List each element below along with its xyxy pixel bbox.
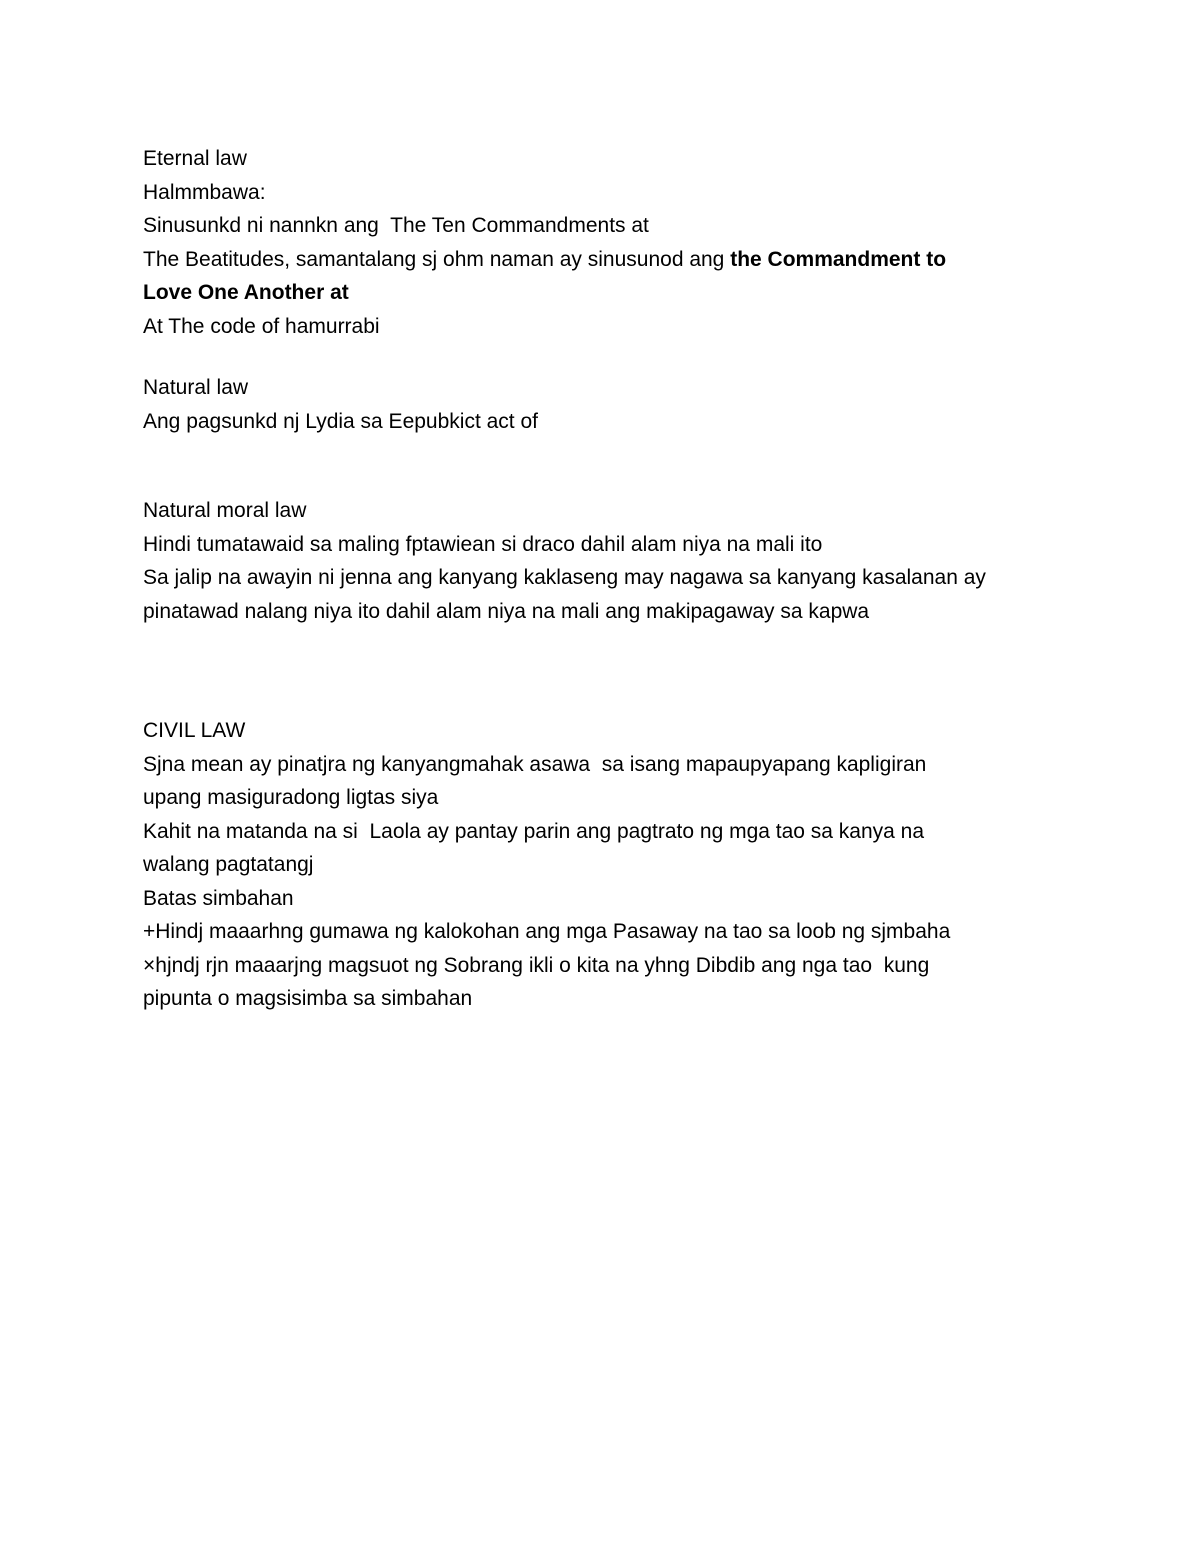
civil-line-7: ×hjndj rjn maaarjng magsuot ng Sobrang ikli o kita na yhng Dibdib ang nga tao kung bbox=[143, 953, 930, 977]
natural-moral-line-2: Sa jalip na awayin ni jenna ang kanyang kaklaseng may nagawa sa kanyang kasalanan ay bbox=[143, 566, 986, 589]
civil-line-5: Batas simbahan bbox=[143, 886, 294, 910]
natural-moral-line-1: Hindi tumatawaid sa maling fptawiean si draco dahil alam niya na mali ito bbox=[143, 532, 823, 556]
natural-moral-law-heading: Natural moral law bbox=[143, 499, 307, 522]
natural-law-heading: Natural law bbox=[143, 376, 249, 399]
eternal-line-1: Sinusunkd ni nannkn ang The Ten Commandments at bbox=[143, 214, 649, 237]
eternal-line-2-bold-text: the Commandment to bbox=[730, 247, 947, 271]
eternal-law-heading: Eternal law bbox=[143, 147, 247, 170]
section-spacer bbox=[143, 438, 1063, 494]
civil-line-1: Sjna mean ay pinatjra ng kanyangmahak asawa sa isang mapaupyapang kapligiran bbox=[143, 752, 927, 776]
civil-law-heading: CIVIL LAW bbox=[143, 719, 246, 742]
eternal-line-3: Love One Another at bbox=[143, 281, 349, 304]
section-spacer bbox=[143, 628, 1063, 714]
section-spacer bbox=[143, 343, 1063, 371]
eternal-line-2 bbox=[143, 243, 1063, 277]
document-body bbox=[143, 142, 1063, 1016]
civil-line-8: pipunta o magsisimba sa simbahan bbox=[143, 987, 473, 1010]
eternal-line-4: At The code of hamurrabi bbox=[143, 314, 380, 338]
eternal-line-2-text: The Beatitudes, samantalang sj ohm naman ay sinusunod ang bbox=[143, 247, 731, 271]
civil-line-2: upang masiguradong ligtas siya bbox=[143, 786, 439, 809]
civil-line-6: +Hindj maaarhng gumawa ng kalokohan ang mga Pasaway na tao sa loob ng sjmbaha bbox=[143, 920, 951, 943]
civil-line-3: Kahit na matanda na si Laola ay pantay parin ang pagtrato ng mga tao sa kanya na bbox=[143, 819, 925, 843]
natural-moral-line-3: pinatawad nalang niya ito dahil alam niya na mali ang makipagaway sa kapwa bbox=[143, 599, 870, 623]
civil-line-4: walang pagtatangj bbox=[143, 853, 314, 876]
eternal-example-label: Halmmbawa: bbox=[143, 180, 266, 204]
natural-line-1: Ang pagsunkd nj Lydia sa Eepubkict act of bbox=[143, 409, 538, 433]
